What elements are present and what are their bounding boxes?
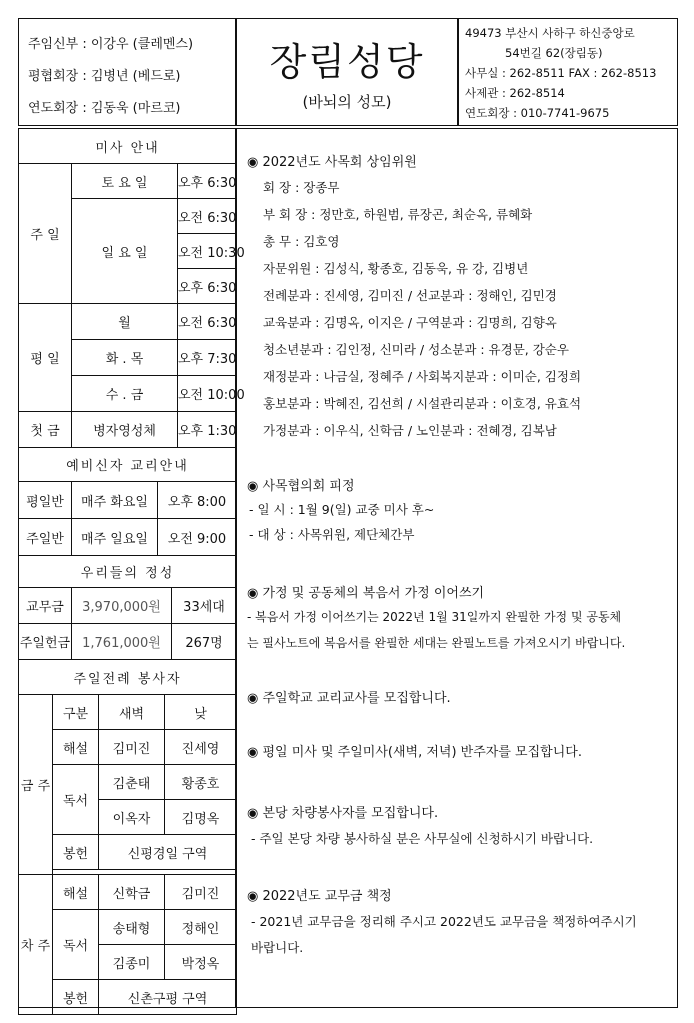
this-week-lector-dawn-1: 김춘태	[99, 765, 165, 800]
weekday-day-1: 월	[72, 304, 178, 340]
offering-table	[18, 555, 237, 660]
notice-1-title: ◉ 2022년도 사목회 상임위원	[247, 155, 417, 170]
notice-7-line: 바랍니다.	[251, 940, 304, 955]
next-week-lector-dawn-2: 김종미	[99, 945, 165, 980]
offering-label-2: 주일헌금	[19, 624, 72, 660]
youth-phone: 연도회장 : 010-7741-9675	[465, 106, 610, 120]
header-center-box	[236, 18, 458, 126]
weekday-day-3: 수 . 금	[72, 376, 178, 412]
notice-1-line: 교육분과 : 김명옥, 이지은 / 구역분과 : 김명희, 김향옥	[263, 315, 557, 330]
notice-1-line: 가정분과 : 이우식, 신학금 / 노인분과 : 전혜경, 김복남	[263, 423, 557, 438]
next-week-lector-day-2: 박정옥	[165, 945, 237, 980]
office-phone: 사무실 : 262-8511 FAX : 262-8513	[465, 66, 657, 80]
weekday-day-2: 화 . 목	[72, 340, 178, 376]
notice-6-title: ◉ 본당 차량봉사자를 모집합니다.	[247, 806, 439, 821]
catechumen-title: 예비신자 교리안내	[19, 448, 237, 482]
catechumen-day-1: 매주 화요일	[72, 482, 158, 519]
patron-name: (바뇌의 성모)	[302, 93, 392, 111]
notice-1-line: 회 장 : 장종무	[263, 180, 340, 195]
this-week-reading-day: 진세영	[165, 730, 237, 765]
this-week-reading-dawn: 김미진	[99, 730, 165, 765]
address-line-1: 49473 부산시 사하구 하신중앙로	[465, 26, 635, 40]
notice-7-line: - 2021년 교무금을 정리해 주시고 2022년도 교무금을 책정하여주시기	[251, 914, 637, 929]
offering-amount-2: 1,761,000원	[72, 624, 172, 660]
this-week-lector-day-2: 김명옥	[165, 800, 237, 835]
rectory-phone: 사제관 : 262-8514	[465, 86, 565, 100]
catechumen-label-2: 주일반	[19, 519, 72, 556]
next-week-lector-label: 독서	[53, 910, 99, 980]
next-week-lector-dawn-1: 송태형	[99, 910, 165, 945]
this-week-lector-dawn-2: 이옥자	[99, 800, 165, 835]
offering-count-1: 33세대	[172, 588, 237, 624]
notice-3-line: - 복음서 가정 이어쓰기는 2022년 1월 31일까지 완필한 가정 및 공동체	[247, 610, 622, 624]
notice-2-line: - 일 시 : 1월 9(일) 교중 미사 후~	[249, 502, 435, 517]
notice-3-title: ◉ 가정 및 공동체의 복음서 가정 이어쓰기	[247, 586, 485, 601]
offering-label-1: 교무금	[19, 588, 72, 624]
sunday-time-1: 오전 6:30	[178, 199, 237, 234]
servers-title: 주일전례 봉사자	[19, 660, 237, 695]
council-president-line: 평협회장 : 김병년 (베드로)	[28, 69, 181, 84]
next-week-lector-day-1: 정해인	[165, 910, 237, 945]
this-week-lector-label: 독서	[53, 765, 99, 835]
notice-1-line: 청소년분과 : 김인정, 신미라 / 성소분과 : 유경문, 강순우	[263, 342, 569, 357]
notice-3-line: 는 필사노트에 복음서를 완필한 세대는 완필노트를 가져오시기 바랍니다.	[247, 636, 626, 650]
notice-4-title: ◉ 주일학교 교리교사를 모집합니다.	[247, 691, 451, 706]
next-week-offertory-value: 신촌구평 구역	[99, 980, 237, 1015]
sunday-time-3: 오후 6:30	[178, 269, 237, 304]
notice-1-line: 부 회 장 : 정만호, 하원범, 류장곤, 최순옥, 류혜화	[263, 207, 533, 222]
weekday-time-3: 오전 10:00	[178, 376, 237, 412]
mass-title: 미사 안내	[19, 129, 237, 164]
catechumen-time-1: 오후 8:00	[158, 482, 237, 519]
weekday-time-1: 오전 6:30	[178, 304, 237, 340]
this-week-offertory-value: 신평경일 구역	[99, 835, 237, 870]
servers-head-dawn: 새벽	[99, 695, 165, 730]
first-friday-time: 오후 1:30	[178, 412, 237, 448]
weekday-label: 평 일	[19, 304, 72, 412]
first-friday-label: 첫 금	[19, 412, 72, 448]
catechumen-label-1: 평일반	[19, 482, 72, 519]
sunday-day-label: 일 요 일	[72, 199, 178, 304]
this-week-lector-day-1: 황종호	[165, 765, 237, 800]
catechumen-day-2: 매주 일요일	[72, 519, 158, 556]
next-week-offertory-label: 봉헌	[53, 980, 99, 1015]
notice-1-line: 자문위원 : 김성식, 황종호, 김동욱, 유 강, 김병년	[263, 261, 529, 276]
notice-2-line: - 대 상 : 사목위원, 제단체간부	[249, 527, 415, 542]
header-left-box	[18, 18, 236, 126]
notices-panel	[236, 128, 678, 1008]
saturday-label: 토 요 일	[72, 164, 178, 199]
offering-title: 우리들의 정성	[19, 556, 237, 588]
this-week-label: 금 주	[19, 695, 53, 875]
next-week-label: 차 주	[19, 875, 53, 1015]
this-week-reading-label: 해설	[53, 730, 99, 765]
offering-count-2: 267명	[172, 624, 237, 660]
servers-table	[18, 659, 237, 1015]
church-name: 장림성당	[269, 40, 425, 84]
notice-1-line: 전례분과 : 진세영, 김미진 / 선교분과 : 정해인, 김민경	[263, 288, 557, 303]
sunday-label: 주 일	[19, 164, 72, 304]
offering-amount-1: 3,970,000원	[72, 588, 172, 624]
notice-1-line: 총 무 : 김호영	[263, 234, 340, 249]
servers-head-type: 구분	[53, 695, 99, 730]
this-week-offertory-label: 봉헌	[53, 835, 99, 870]
next-week-reading-day: 김미진	[165, 875, 237, 910]
youth-president-line: 연도회장 : 김동욱 (마르코)	[28, 101, 181, 116]
weekday-time-2: 오후 7:30	[178, 340, 237, 376]
header-right-box	[458, 18, 678, 126]
address-line-2: 54번길 62(장림동)	[505, 46, 603, 60]
notice-1-line: 홍보분과 : 박혜진, 김선희 / 시설관리분과 : 이호경, 유효석	[263, 396, 582, 411]
notice-5-title: ◉ 평일 미사 및 주일미사(새벽, 저녁) 반주자를 모집합니다.	[247, 745, 582, 760]
saturday-time: 오후 6:30	[178, 164, 237, 199]
notice-2-title: ◉ 사목협의회 피정	[247, 479, 355, 494]
sunday-time-2: 오전 10:30	[178, 234, 237, 269]
servers-head-day: 낮	[165, 695, 237, 730]
next-week-reading-label: 해설	[53, 875, 99, 910]
next-week-reading-dawn: 신학금	[99, 875, 165, 910]
priest-line: 주임신부 : 이강우 (클레멘스)	[28, 37, 194, 52]
catechumen-time-2: 오전 9:00	[158, 519, 237, 556]
notice-6-line: - 주일 본당 차량 봉사하실 분은 사무실에 신청하시기 바랍니다.	[251, 831, 594, 846]
notice-7-title: ◉ 2022년도 교무금 책정	[247, 889, 392, 904]
notice-1-line: 재정분과 : 나금실, 정혜주 / 사회복지분과 : 이미순, 김정희	[263, 369, 582, 384]
mass-schedule-table	[18, 128, 245, 448]
first-friday-name: 병자영성체	[72, 412, 178, 448]
catechumen-table	[18, 447, 237, 556]
